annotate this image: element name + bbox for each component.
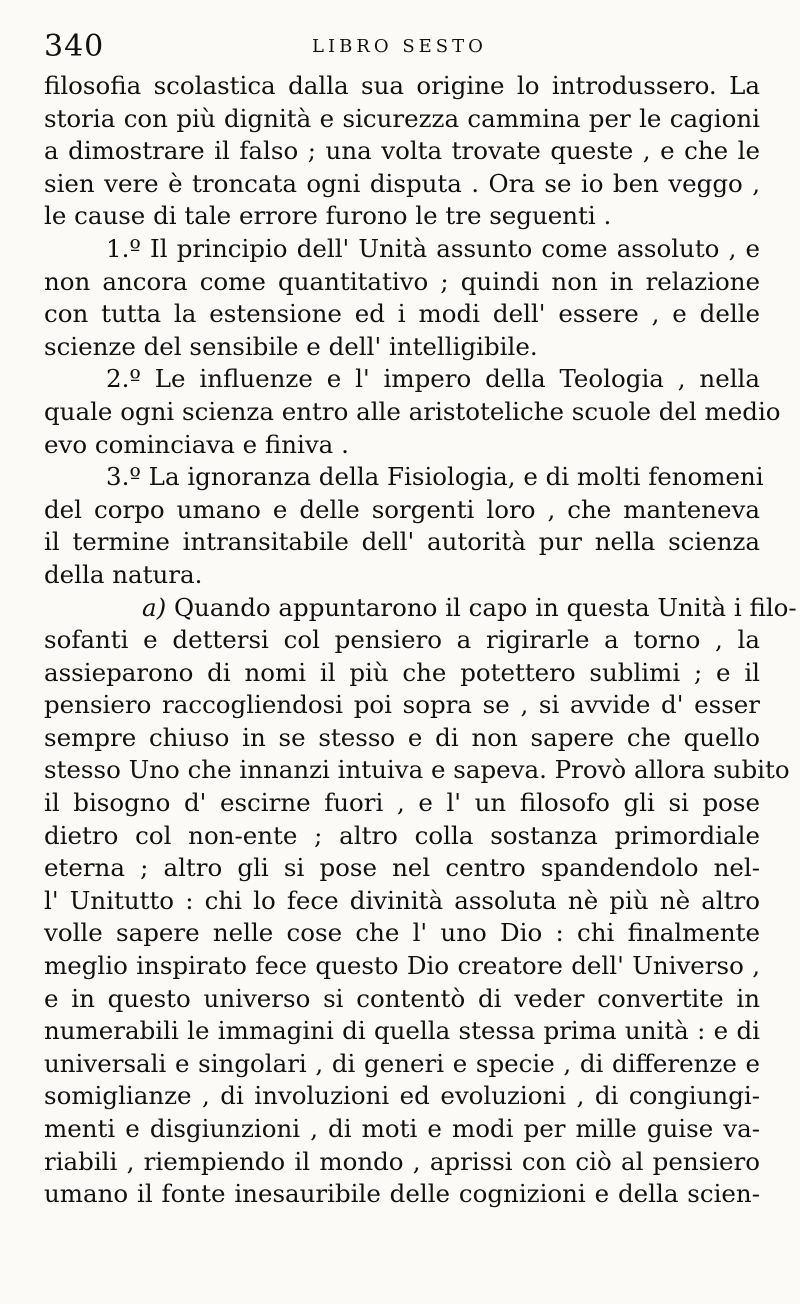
- text-line: riabili , riempiendo il mondo , aprissi con ciò al pensiero: [44, 1146, 760, 1176]
- text-line: evo cominciava e finiva .: [44, 429, 349, 459]
- text-line: universali e singolari , di generi e specie , di differenze e: [44, 1048, 760, 1078]
- text-line: sempre chiuso in se stesso e di non sapere che quello: [44, 722, 760, 752]
- text-line: assieparono di nomi il più che potettero sublimi ; e il: [44, 657, 760, 687]
- text-line: del corpo umano e delle sorgenti loro , che manteneva: [44, 494, 760, 524]
- text-line: non ancora come quantitativo ; quindi non in relazione: [44, 266, 760, 296]
- text-line: pensiero raccogliendosi poi sopra se , si avvide d' esser: [44, 690, 760, 720]
- text-line: somiglianze , di involuzioni ed evoluzioni , di congiungi-: [44, 1081, 760, 1111]
- text-line: umano il fonte inesauribile delle cognizioni e della scien-: [44, 1179, 760, 1209]
- text-line: eterna ; altro gli si pose nel centro spandendolo nel-: [44, 853, 760, 883]
- text-line: 2.º Le influenze e l' impero della Teologia , nella: [106, 364, 760, 394]
- text-line: della natura.: [44, 559, 203, 589]
- text-line: dietro col non-ente ; altro colla sostanza primordiale: [44, 820, 760, 850]
- text-line: storia con più dignità e sicurezza cammina per le cagioni: [44, 103, 760, 133]
- text-line: menti e disgiunzioni , di moti e modi per mille guise va-: [44, 1114, 760, 1143]
- item-marker: a): [142, 592, 167, 622]
- text-line: volle sapere nelle cose che l' uno Dio : chi finalmente: [44, 918, 760, 948]
- text-line: sofanti e dettersi col pensiero a rigirarle a torno , la: [44, 625, 760, 655]
- text-line: a dimostrare il falso ; una volta trovate queste , e che le: [44, 136, 760, 166]
- text-line: il termine intransitabile dell' autorità pur nella scienza: [44, 527, 760, 557]
- text-line: quale ogni scienza entro alle aristoteliche scuole del medio: [44, 396, 781, 426]
- text-line: sien vere è troncata ogni disputa . Ora se io ben veggo ,: [44, 168, 760, 198]
- text-line: 3.º La ignoranza della Fisiologia, e di molti fenomeni: [106, 462, 764, 492]
- text-line: l' Unitutto : chi lo fece divinità assoluta nè più nè altro: [44, 885, 760, 915]
- text-line: a) Quando appuntarono il capo in questa Unità i filo-: [142, 592, 797, 622]
- text-line: scienze del sensibile e dell' intelligibile.: [44, 331, 538, 361]
- text-line: filosofia scolastica dalla sua origine lo introdussero. La: [44, 71, 760, 100]
- text-line: le cause di tale errore furono le tre seguenti .: [44, 201, 612, 231]
- text-line: meglio inspirato fece questo Dio creatore dell' Universo ,: [44, 951, 760, 981]
- running-head: [44, 30, 759, 64]
- running-title: LIBRO SESTO: [312, 36, 487, 57]
- text-line: con tutta la estensione ed i modi dell' essere , e delle: [44, 299, 760, 329]
- text-line: stesso Uno che innanzi intuiva e sapeva. Provò allora subito: [44, 755, 790, 785]
- text-line: numerabili le immagini di quella stessa prima unità : e di: [44, 1016, 760, 1046]
- body-text: [44, 70, 797, 1211]
- text-line: il bisogno d' escirne fuori , e l' un filosofo gli si pose: [44, 788, 760, 818]
- text-line: 1.º Il principio dell' Unità assunto come assoluto , e: [106, 233, 760, 263]
- page-number: 340: [44, 29, 105, 64]
- text-line: e in questo universo si contentò di veder convertite in: [44, 983, 760, 1013]
